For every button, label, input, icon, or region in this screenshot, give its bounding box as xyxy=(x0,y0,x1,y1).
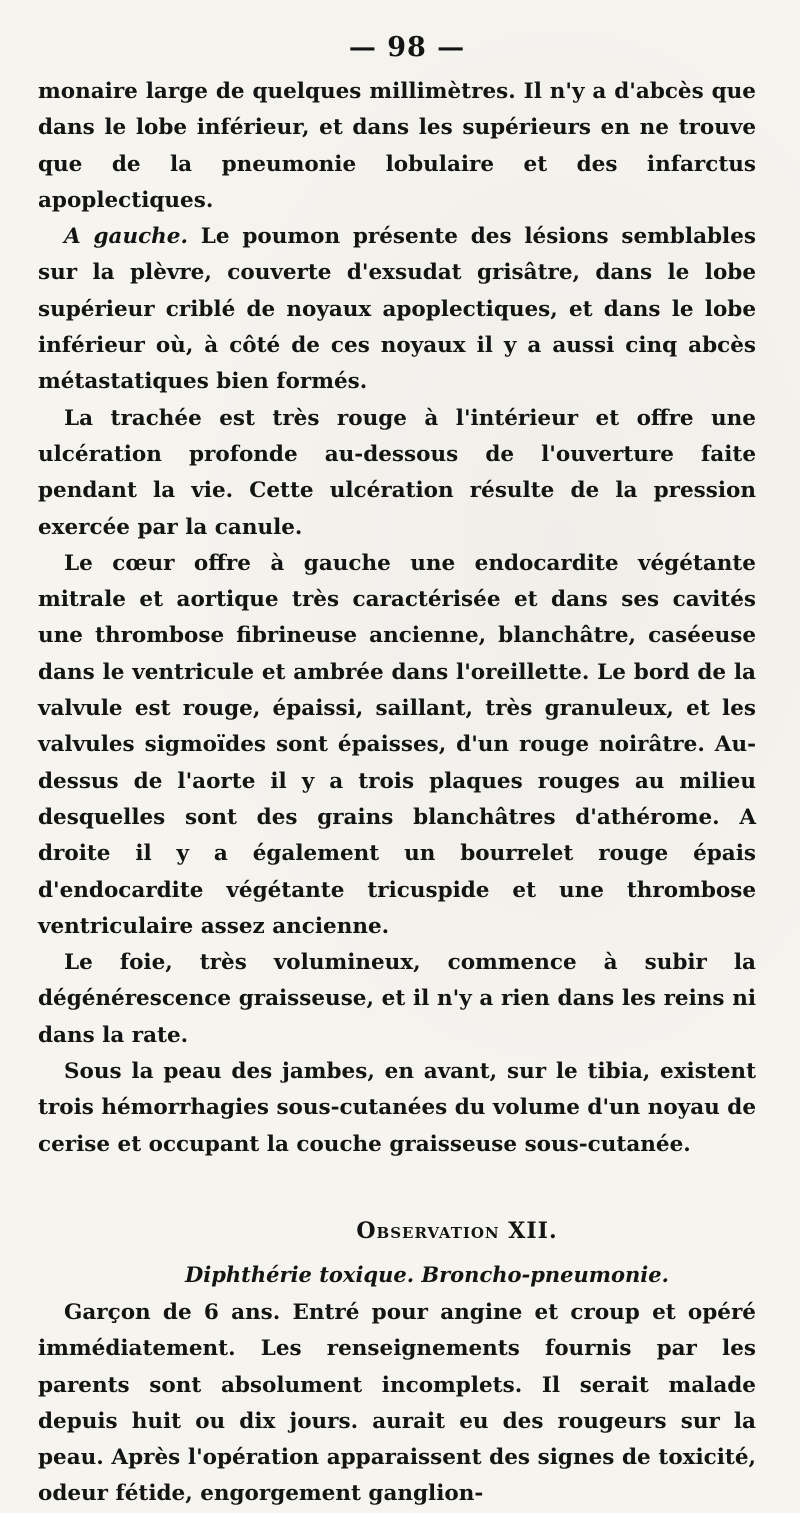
paragraph-6: Sous la peau des jambes, en avant, sur le tibia, existent trois hémorrhagies sous-cutanées du volume d'un noyau de cerise et occupant la couche graisseuse sous-cutanée. xyxy=(38,1059,756,1157)
paragraph-4: Le cœur offre à gauche une endocardite végétante mitrale et aortique très caractérisée et dans ses cavités une thrombose fibrineuse ancienne, blanchâtre, caséeuse dans le ventricule et ambrée dans l'oreillette. Le bord de la valvule est rouge, épaissi, saillant, très granuleux, et les valvules sigmoïdes sont épaisses, d'un rouge noirâtre. Au-dessus de l'aorte il y a trois plaques rouges au milieu desquelles sont des grains blanchâtres d'athérome. A droite il y a également un bourrelet rouge épais d'endocardite végétante tricuspide et une thrombose ventriculaire assez ancienne. xyxy=(38,550,756,939)
paragraph-2-text: Le poumon présente des lésions semblables sur la plèvre, couverte d'exsudat grisâtre, dans le lobe supérieur criblé de noyaux apoplectiques, et dans le lobe inférieur où, à côté de ces noyaux il y a aussi cinq abcès métastatiques bien formés. xyxy=(38,224,756,395)
paragraph-1: monaire large de quelques millimètres. Il n'y a d'abcès que dans le lobe inférieur, et dans les supérieurs en ne trouve que de la pneumonie lobulaire et des infarctus apoplectiques. xyxy=(38,79,756,213)
paragraph-3: La trachée est très rouge à l'intérieur et offre une ulcération profonde au-dessous de l'ouverture faite pendant la vie. Cette ulcération résulte de la pression exercée par la canule. xyxy=(38,405,756,540)
body-text xyxy=(38,74,756,1513)
paragraph-5: Le foie, très volumineux, commence à subir la dégénérescence graisseuse, et il n'y a rien dans les reins ni dans la rate. xyxy=(38,950,756,1048)
observation-subtitle: Diphthérie toxique. Broncho-pneumonie. xyxy=(185,1261,669,1287)
paragraph-2 xyxy=(38,219,756,400)
paragraph-2-lead: A gauche. xyxy=(64,224,188,250)
observation-body: Garçon de 6 ans. Entré pour angine et croup et opéré immédiatement. Les renseignements fournis par les parents sont absolument incomplets. Il serait malade depuis huit ou dix jours. aurait eu des rougeurs sur la peau. Après l'opération apparaissent des signes de toxicité, odeur fétide, engorgement ganglion- xyxy=(38,1299,756,1507)
page-number: — 98 — xyxy=(348,32,466,63)
observation-title: Observation XII. xyxy=(356,1217,558,1244)
